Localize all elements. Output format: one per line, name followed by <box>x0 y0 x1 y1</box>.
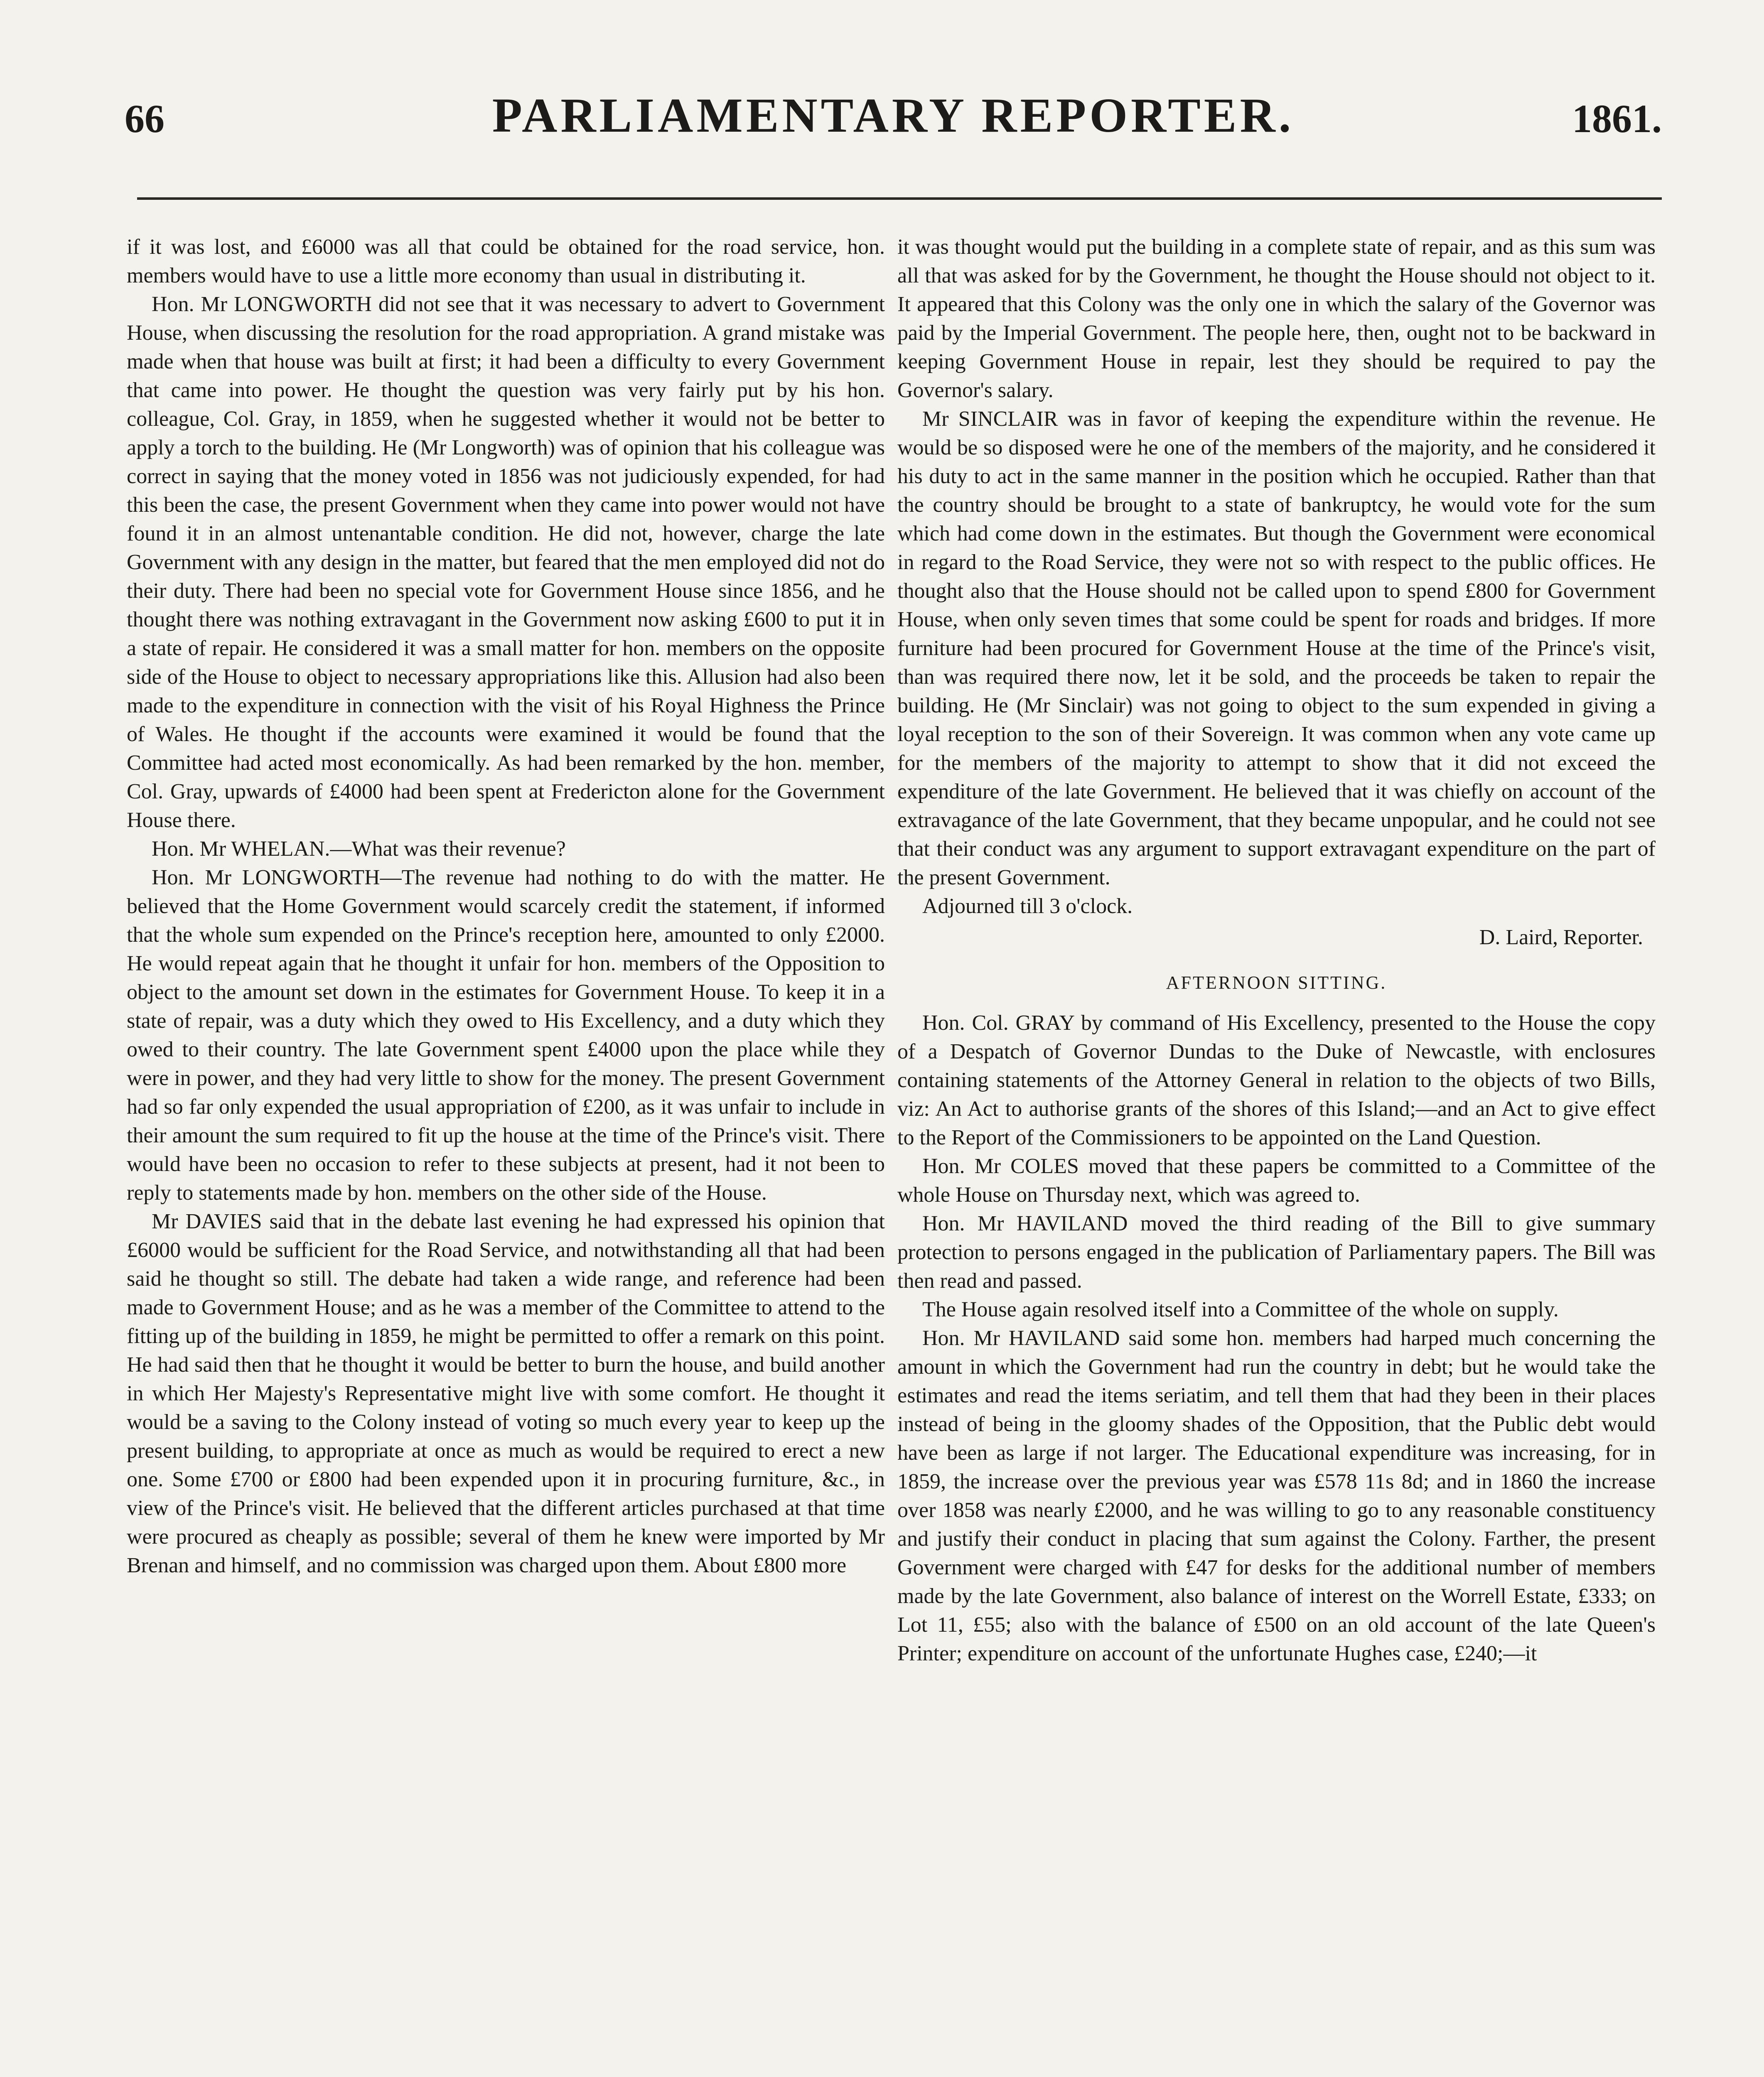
paragraph: it was thought would put the building in a complete state of repair, and as this sum was all that was asked for by the Government, he thought the House should not object to it. It appeared that this Colony was the only one in which the salary of the Governor was paid by the Imperial Government. The people here, then, ought not to be backward in keeping Government House in repair, lest they should be required to pay the Governor's salary. <box>897 235 1656 402</box>
right-column <box>897 233 1656 2077</box>
paragraph: Adjourned till 3 o'clock. <box>922 894 1133 918</box>
section-heading: AFTERNOON SITTING. <box>1166 972 1387 993</box>
paragraph: Hon. Col. GRAY by command of His Excellency, presented to the House the copy of a Despatch of Governor Dundas to the Duke of Newcastle, with enclosures containing statements of the Attorney General in relation to the objects of two Bills, viz: An Act to authorise grants of the shores of this Island;—and an Act to give effect to the Report of the Commissioners to be appointed on the Land Question. <box>897 1011 1656 1149</box>
paragraph: Hon. Mr COLES moved that these papers be committed to a Committee of the whole House on Thursday next, which was agreed to. <box>897 1154 1656 1207</box>
paragraph: Hon. Mr HAVILAND said some hon. members had harped much concerning the amount in which the Government had run the country in debt; but he would take the estimates and read the items seriatim, and tell them that had they been in their places instead of being in the gloomy shades of the Opposition, that the Public debt would have been as large if not larger. The Educational expenditure was increasing, for in 1859, the increase over the previous year was £578 11s 8d; and in 1860 the increase over 1858 was nearly £2000, and he was willing to go to any reasonable constituency and justify their conduct in placing that sum against the Colony. Farther, the present Government were charged with £47 for desks for the additional number of members made by the late Government, also balance of interest on the Worrell Estate, £333; on Lot 11, £55; also with the balance of £500 on an old account of the late Queen's Printer; expenditure on account of the unfortunate Hughes case, £240;—it <box>897 1326 1656 1665</box>
page-header <box>125 79 1662 150</box>
reporter-signature: D. Laird, Reporter. <box>1479 926 1643 949</box>
paragraph: Mr SINCLAIR was in favor of keeping the expenditure within the revenue. He would be so disposed were he one of the members of the majority, and he considered it his duty to act in the same manner in the position which he occupied. Rather than that the country should be brought to a state of bankruptcy, he would vote for the sum which had come down in the estimates. But though the Government were economical in regard to the Road Service, they were not so with respect to the public offices. He thought also that the House should not be called upon to spend £800 for Government House, when only seven times that some could be spent for roads and bridges. If more furniture had been procured for Government House at the time of the Prince's visit, than was required there now, let it be sold, and the proceeds be taken to repair the building. He (Mr Sinclair) was not going to object to the sum expended in giving a loyal reception to the son of their Sovereign. It was common when any vote came up for the members of the majority to attempt to show that it did not exceed the expenditure of the late Government. He believed that it was chiefly on account of the extravagance of the late Government, that they became unpopular, and he could not see that their conduct was any argument to support extravagant expenditure on the part of the present Government. <box>897 407 1656 889</box>
paragraph: The House again resolved itself into a Committee of the whole on supply. <box>922 1298 1559 1321</box>
paragraph: Hon. Mr LONGWORTH did not see that it was necessary to advert to Government House, when discussing the resolution for the road appropriation. A grand mistake was made when that house was built at first; it had been a difficulty to every Government that came into power. He thought the question was very fairly put by his hon. colleague, Col. Gray, in 1859, when he suggested whether it would not be better to apply a torch to the building. He (Mr Longworth) was of opinion that his colleague was correct in saying that the money voted in 1856 was not judiciously expended, for had this been the case, the present Government when they came into power would not have found it in an almost untenantable condition. He did not, however, charge the late Government with any design in the matter, but feared that the men employed did not do their duty. There had been no special vote for Government House since 1856, and he thought there was nothing extravagant in the Government now asking £600 to put it in a state of repair. He considered it was a small matter for hon. members on the opposite side of the House to object to necessary appropriations like this. Allusion had also been made to the expenditure in connection with the visit of his Royal Highness the Prince of Wales. He thought if the accounts were examined it would be found that the Committee had acted most economically. As had been remarked by the hon. member, Col. Gray, upwards of £4000 had been spent at Fredericton alone for the Government House there. <box>127 292 885 832</box>
left-column <box>127 233 885 2077</box>
paragraph: Hon. Mr LONGWORTH—The revenue had nothing to do with the matter. He believed that the Home Government would scarcely credit the statement, if informed that the whole sum expended on the Prince's reception here, amounted to only £2000. He would repeat again that he thought it unfair for hon. members of the Opposition to object to the amount set down in the estimates for Government House. To keep it in a state of repair, was a duty which they owed to His Excellency, and a duty which they owed to their country. The late Government spent £4000 upon the place while they were in power, and they had very little to show for the money. The present Government had so far only expended the usual appropriation of £200, as it was unfair to include in their amount the sum required to fit up the house at the time of the Prince's visit. There would have been no occasion to refer to these subjects at present, had it not been to reply to statements made by hon. members on the other side of the House. <box>127 866 885 1205</box>
paragraph: Hon. Mr WHELAN.—What was their revenue? <box>152 837 566 861</box>
paragraph: if it was lost, and £6000 was all that could be obtained for the road service, hon. members would have to use a little more economy than usual in distributing it. <box>127 235 885 287</box>
paragraph: Mr DAVIES said that in the debate last evening he had expressed his opinion that £6000 would be sufficient for the Road Service, and notwithstanding all that had been said he thought so still. The debate had taken a wide range, and reference had been made to Government House; and as he was a member of the Committee to attend to the fitting up of the building in 1859, he might be permitted to offer a remark on this point. He had said then that he thought it would be better to burn the house, and build another in which Her Majesty's Representative might live with some comfort. He thought it would be a saving to the Colony instead of voting so much every year to keep up the present building, to appropriate at once as much as would be required to erect a new one. Some £700 or £800 had been expended upon it in procuring furniture, &c., in view of the Prince's visit. He believed that the different articles purchased at that time were procured as cheaply as possible; several of them he knew were imported by Mr Brenan and himself, and no commission was charged upon them. About £800 more <box>127 1210 885 1577</box>
page-year: 1861. <box>1572 96 1662 141</box>
header-rule <box>137 197 1662 200</box>
page-number: 66 <box>125 96 165 141</box>
running-title: PARLIAMENTARY REPORTER. <box>492 88 1295 142</box>
paragraph: Hon. Mr HAVILAND moved the third reading of the Bill to give summary protection to persons engaged in the publication of Parliamentary papers. The Bill was then read and passed. <box>897 1212 1656 1293</box>
